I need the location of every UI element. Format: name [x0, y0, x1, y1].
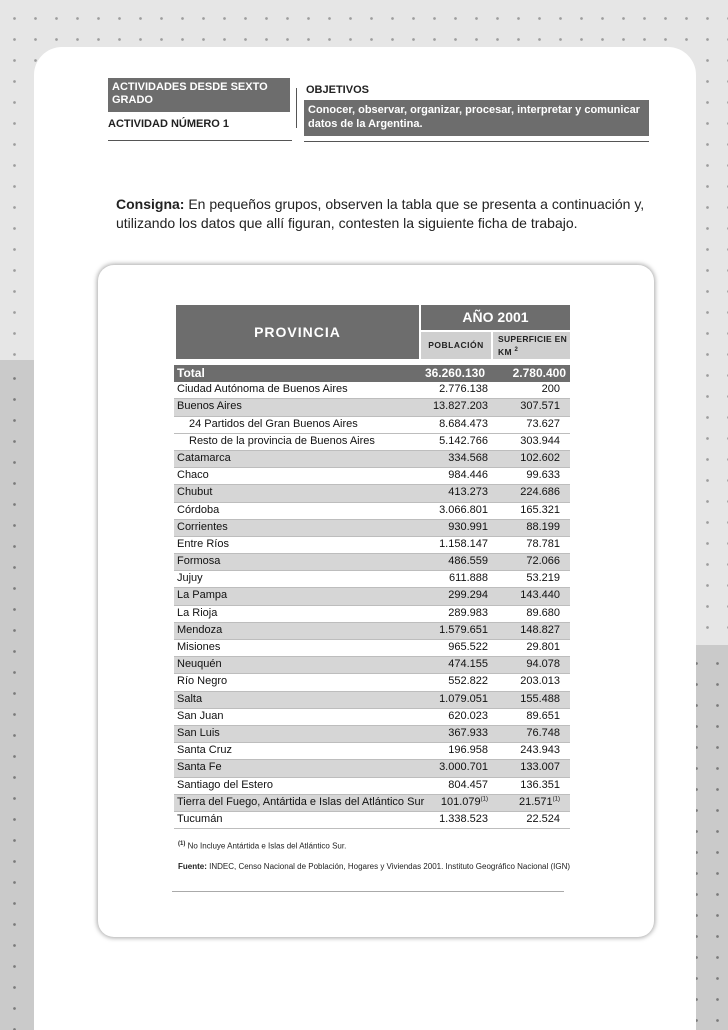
surface-cell: [520, 761, 560, 773]
province-name: Tucumán: [177, 812, 223, 825]
province-name: Río Negro: [177, 675, 228, 688]
table-row: [174, 399, 570, 416]
population-value: 5.142.766: [439, 434, 488, 447]
population-cell: [448, 555, 488, 567]
population-value: 474.155: [448, 658, 488, 671]
table-row: [174, 623, 570, 640]
footnote-text: No Incluye Antártida e Islas del Atlántico Sur.: [185, 841, 347, 851]
surface-cell: [520, 504, 560, 516]
surface-value: 88.199: [526, 520, 560, 533]
table-row: [174, 382, 570, 399]
column-header-province: PROVINCIA: [176, 305, 419, 359]
population-cell: [449, 572, 488, 584]
population-cell: [433, 400, 488, 412]
objectives-label: OBJETIVOS: [306, 84, 369, 96]
population-cell: [448, 744, 488, 756]
surface-cell: [542, 383, 560, 395]
population-value: 367.933: [448, 726, 488, 739]
surface-value: 133.007: [520, 761, 560, 774]
surface-cell: [526, 418, 560, 430]
population-value: 289.983: [448, 606, 488, 619]
surface-cell: [526, 555, 560, 567]
table-row: [174, 554, 570, 571]
population-cell: [439, 813, 488, 825]
population-cell: [448, 452, 488, 464]
population-cell: [448, 607, 488, 619]
table-row: [174, 674, 570, 691]
surface-cell: [526, 813, 560, 825]
population-cell: [439, 383, 488, 395]
surface-value: 73.627: [526, 417, 560, 430]
surface-cell: [526, 469, 560, 481]
table-row: [174, 795, 570, 812]
population-value: 620.023: [448, 709, 488, 722]
instructions-label: Consigna:: [116, 196, 185, 212]
surface-cell: [526, 572, 560, 584]
population-cell: [448, 710, 488, 722]
population-value: 1.158.147: [439, 537, 488, 550]
province-name: San Luis: [177, 726, 220, 739]
surface-cell: [526, 641, 560, 653]
population-value: 930.991: [448, 520, 488, 533]
surface-value: 148.827: [520, 623, 560, 636]
instructions-text: En pequeños grupos, observen la tabla que se presenta a continuación y, utilizando los datos que allí figuran, contesten la siguiente ficha de trabajo.: [116, 196, 645, 231]
table-row: [174, 451, 570, 468]
province-name: Resto de la provincia de Buenos Aires: [189, 434, 375, 447]
population-cell: [439, 624, 488, 636]
population-value: 196.958: [448, 744, 488, 757]
table-row: [174, 709, 570, 726]
surface-cell: [520, 486, 560, 498]
province-name: Salta: [177, 692, 203, 705]
divider: [172, 891, 564, 892]
population-value: 1.579.651: [439, 623, 488, 636]
activity-number: ACTIVIDAD NÚMERO 1: [108, 118, 230, 130]
surface-cell: [520, 452, 560, 464]
table-row: [174, 417, 570, 434]
population-value: 101.079: [440, 795, 481, 808]
population-cell: [448, 658, 488, 670]
province-name: Jujuy: [177, 572, 203, 585]
dotted-side-band-right: [696, 645, 728, 1030]
population-value: 804.457: [448, 778, 488, 791]
table-row: [174, 503, 570, 520]
province-name: Buenos Aires: [177, 400, 242, 413]
surface-cell: [520, 400, 560, 412]
population-cell: [448, 589, 488, 601]
surface-value: 224.686: [520, 486, 560, 499]
population-cell: [448, 675, 488, 687]
surface-value: 22.524: [526, 812, 560, 825]
table-row: [174, 588, 570, 605]
data-table-body: [174, 365, 570, 829]
population-cell: [448, 469, 488, 481]
population-value: 299.294: [448, 589, 488, 602]
population-cell: [439, 761, 488, 773]
table-row: [174, 485, 570, 502]
surface-value: 78.781: [526, 537, 560, 550]
column-header-year: AÑO 2001: [421, 305, 570, 330]
province-name: Total: [177, 366, 205, 380]
surface-cell: [520, 779, 560, 791]
surface-cell: [513, 366, 566, 380]
surface-value: 89.680: [526, 606, 560, 619]
province-name: San Juan: [177, 709, 224, 722]
province-name: Misiones: [177, 641, 221, 653]
surface-value: 165.321: [520, 503, 560, 516]
surface-value: 102.602: [520, 451, 560, 464]
population-value: 965.522: [448, 641, 488, 653]
source-note: [178, 862, 570, 871]
province-name: Formosa: [177, 555, 221, 568]
surface-cell: [526, 710, 560, 722]
source-label: Fuente:: [178, 862, 207, 871]
population-value: 611.888: [449, 572, 488, 585]
surface-value: 99.633: [526, 469, 560, 482]
footnote: [178, 841, 346, 851]
surface-cell: [520, 675, 560, 687]
surface-cell: [520, 693, 560, 705]
surface-value: 89.651: [526, 709, 560, 722]
table-row: [174, 760, 570, 777]
table-row: [174, 812, 570, 829]
population-cell: [448, 779, 488, 791]
surface-value: 29.801: [526, 641, 560, 653]
divider: [304, 141, 649, 142]
table-row: [174, 434, 570, 451]
province-name: Catamarca: [177, 451, 231, 464]
surface-cell: [526, 538, 560, 550]
population-cell: [448, 641, 488, 653]
footnote-mark: (1): [178, 841, 186, 847]
population-cell: [439, 538, 488, 550]
total-row: [174, 365, 570, 382]
table-row: [174, 726, 570, 743]
surface-value: 303.944: [520, 434, 560, 447]
province-name: Mendoza: [177, 623, 223, 636]
surface-header-text: SUPERFICIE EN KM: [498, 334, 568, 357]
surface-note: (1): [552, 796, 560, 803]
surface-cell: [520, 624, 560, 636]
instructions: [116, 195, 676, 233]
surface-cell: [520, 589, 560, 601]
table-row: [174, 468, 570, 485]
population-cell: [439, 418, 488, 430]
population-value: 552.822: [448, 675, 488, 688]
province-name: Ciudad Autónoma de Buenos Aires: [177, 383, 348, 396]
province-name: Entre Ríos: [177, 537, 229, 550]
population-cell: [439, 504, 488, 516]
surface-value: 94.078: [526, 658, 560, 671]
population-value: 36.260.130: [424, 366, 485, 380]
surface-value: 72.066: [526, 555, 560, 568]
surface-value: 155.488: [520, 692, 560, 705]
surface-value: 307.571: [520, 400, 560, 413]
population-note: (1): [480, 796, 488, 803]
surface-cell: [526, 727, 560, 739]
population-value: 13.827.203: [432, 400, 488, 413]
population-value: 334.568: [448, 451, 488, 464]
surface-cell: [526, 658, 560, 670]
population-cell: [448, 521, 488, 533]
divider: [108, 140, 292, 141]
divider: [296, 88, 297, 128]
province-name: Santa Fe: [177, 761, 222, 774]
surface-value: 21.571: [519, 795, 553, 808]
surface-value: 200: [541, 383, 560, 396]
province-name: Santa Cruz: [177, 744, 233, 757]
column-header-population: POBLACIÓN: [421, 332, 491, 359]
surface-value: 2.780.400: [512, 366, 566, 380]
population-value: 3.000.701: [439, 761, 488, 774]
dotted-side-band-left: [0, 360, 34, 1030]
table-row: [174, 571, 570, 588]
population-value: 486.559: [448, 555, 488, 568]
table-row: [174, 692, 570, 709]
surface-value: 53.219: [526, 572, 560, 585]
population-value: 1.338.523: [439, 812, 488, 825]
surface-value: 143.440: [520, 589, 560, 602]
population-value: 8.684.473: [439, 417, 488, 430]
surface-value: 203.013: [520, 675, 560, 688]
population-value: 984.446: [448, 469, 488, 482]
objectives-text: Conocer, observar, organizar, procesar, interpretar y comunicar datos de la Argentina.: [304, 100, 649, 136]
population-value: 2.776.138: [439, 383, 488, 396]
province-name: La Rioja: [177, 606, 218, 619]
column-header-surface: [493, 332, 570, 359]
population-cell: [439, 693, 488, 705]
table-row: [174, 606, 570, 623]
table-row: [174, 778, 570, 795]
surface-cell: [526, 521, 560, 533]
source-text: INDEC, Censo Nacional de Población, Hogares y Viviendas 2001. Instituto Geográfico Nacional (IGN): [206, 862, 571, 871]
surface-cell: [520, 435, 560, 447]
province-name: Tierra del Fuego, Antártida e Islas del Atlántico Sur: [177, 795, 425, 808]
surface-value: 243.943: [520, 744, 560, 757]
section-title: ACTIVIDADES DESDE SEXTO GRADO: [108, 78, 290, 112]
province-name: Córdoba: [177, 503, 220, 516]
table-row: [174, 743, 570, 760]
surface-cell: [526, 607, 560, 619]
table-row: [174, 537, 570, 554]
surface-cell: [520, 744, 560, 756]
table-row: [174, 520, 570, 537]
population-cell: [448, 486, 488, 498]
population-value: 3.066.801: [439, 503, 488, 516]
table-row: [174, 640, 570, 657]
surface-value: 76.748: [526, 726, 560, 739]
surface-header-exponent: 2: [514, 347, 519, 353]
province-name: Chubut: [177, 486, 213, 499]
population-value: 413.273: [448, 486, 488, 499]
table-row: [174, 657, 570, 674]
province-name: 24 Partidos del Gran Buenos Aires: [189, 417, 358, 430]
population-value: 1.079.051: [439, 692, 488, 705]
population-cell: [425, 366, 485, 380]
province-name: Neuquén: [177, 658, 222, 671]
province-name: Corrientes: [177, 520, 228, 533]
population-cell: [439, 435, 488, 447]
surface-value: 136.351: [520, 778, 560, 791]
province-name: La Pampa: [177, 589, 228, 602]
population-cell: [441, 796, 488, 808]
surface-cell: [519, 796, 560, 808]
population-cell: [448, 727, 488, 739]
province-name: Chaco: [177, 469, 209, 482]
province-name: Santiago del Estero: [177, 778, 274, 791]
